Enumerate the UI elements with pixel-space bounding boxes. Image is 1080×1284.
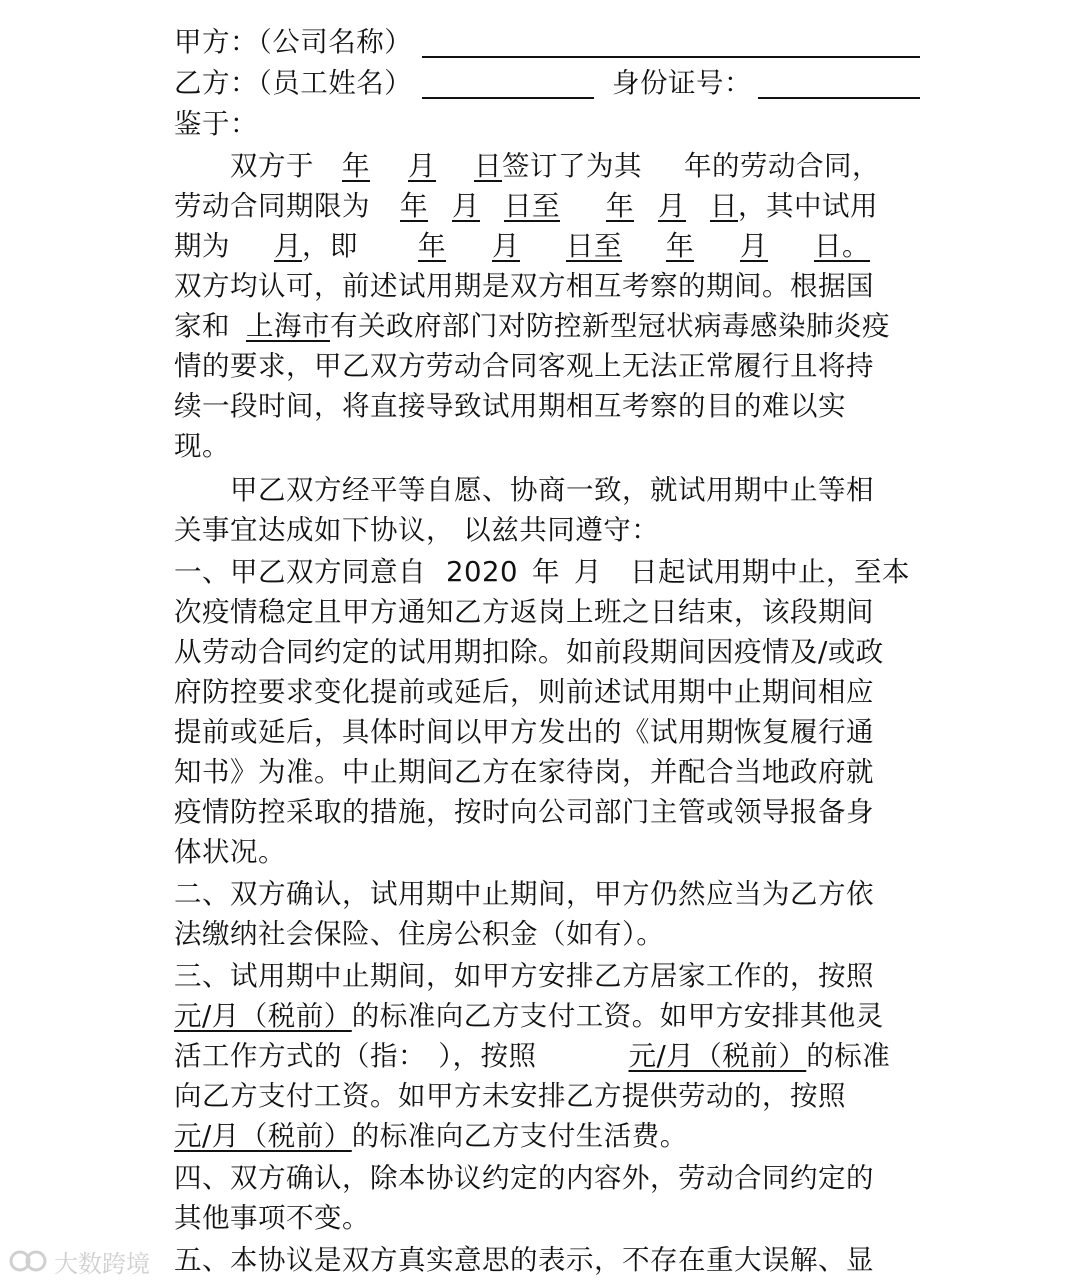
watermark-text: 大数跨境 xyxy=(54,1249,150,1278)
sign-date-blank: 年 月 日 xyxy=(342,150,502,182)
flexible-work-wage-blank: 元/月（税前） xyxy=(628,1040,807,1072)
contract-term-blank: 年 月 日至 年 月 日 xyxy=(400,190,738,222)
id-number-label: 身份证号： xyxy=(612,67,752,99)
party-b-blank xyxy=(422,97,594,99)
agreement-line: 甲乙双方经平等自愿、协商一致，就试用期中止等相 xyxy=(230,474,874,506)
probation-period-blank: 年 月 日至 年 月 日。 xyxy=(418,230,870,262)
home-work-wage-blank xyxy=(874,960,892,992)
clause-1-line: 府防控要求变化提前或延后，则前述试用期中止期间相应 xyxy=(174,676,874,708)
clause-3-line: 元/月（税前）的标准向乙方支付生活费。 xyxy=(174,1120,688,1152)
intro-line: 双方均认可，前述试用期是双方相互考察的期间。根据国 xyxy=(174,270,874,302)
party-b-label: 乙方：（员工姓名） xyxy=(174,67,413,99)
clause-2-line: 法缴纳社会保险、住房公积金（如有）。 xyxy=(174,918,665,950)
probation-months-blank: 月 xyxy=(274,230,302,262)
clause-4-line: 其他事项不变。 xyxy=(174,1202,370,1234)
intro-line: 续一段时间，将直接导致试用期相互考察的目的难以实 xyxy=(174,390,846,422)
agreement-line: 关事宜达成如下协议， 以兹共同遵守： xyxy=(174,514,660,546)
whereas-heading: 鉴于： xyxy=(174,108,258,140)
clause-3-line: 活工作方式的（指： ），按照 元/月（税前）的标准 xyxy=(174,1040,891,1072)
clause-3-line: 元/月（税前）的标准向乙方支付工资。如甲方安排其他灵 xyxy=(174,1000,884,1032)
clause-3-line: 三、试用期中止期间，如甲方安排乙方居家工作的，按照 xyxy=(174,956,892,996)
clause-1-line: 从劳动合同约定的试用期扣除。如前段期间因疫情及/或政 xyxy=(174,636,884,668)
clause-1-line: 一、甲乙双方同意自 2020 年 月 日起试用期中止，至本 xyxy=(174,556,910,588)
intro-line: 双方于 年 月 日签订了为其 年的劳动合同， xyxy=(230,150,880,182)
clause-2-line: 二、双方确认，试用期中止期间，甲方仍然应当为乙方依 xyxy=(174,878,874,910)
clause-1-line: 疫情防控采取的措施，按时向公司部门主管或领导报备身 xyxy=(174,796,874,828)
intro-line: 情的要求，甲乙双方劳动合同客观上无法正常履行且将持 xyxy=(174,350,874,382)
clause-4-line: 四、双方确认，除本协议约定的内容外，劳动合同约定的 xyxy=(174,1162,874,1194)
clause-1-line: 知书》为准。中止期间乙方在家待岗，并配合当地政府就 xyxy=(174,756,874,788)
clause-3-line: 向乙方支付工资。如甲方未安排乙方提供劳动的，按照 xyxy=(174,1076,892,1116)
clause-1-line: 体状况。 xyxy=(174,836,286,868)
home-work-wage-unit: 元/月（税前） xyxy=(174,1000,352,1032)
intro-line: 劳动合同期限为 年 月 日至 年 月 日，其中试用 xyxy=(174,190,878,222)
living-allowance-blank xyxy=(846,1080,892,1112)
id-number-blank xyxy=(758,97,920,99)
living-allowance-unit: 元/月（税前） xyxy=(174,1120,352,1152)
intro-line: 期为 月，即 年 月 日至 年 月 日。 xyxy=(174,230,870,262)
clause-1-line: 提前或延后，具体时间以甲方发出的《试用期恢复履行通 xyxy=(174,716,874,748)
intro-line: 现。 xyxy=(174,430,230,462)
watermark xyxy=(8,1244,150,1278)
city-blank: 上海市 xyxy=(246,310,330,342)
clause-1-line: 次疫情稳定且甲方通知乙方返岗上班之日结束，该段期间 xyxy=(174,596,874,628)
party-a-label: 甲方：（公司名称） xyxy=(174,26,413,58)
clause-5-line: 五、本协议是双方真实意思的表示，不存在重大误解、显 xyxy=(174,1244,874,1276)
watermark-logo-icon xyxy=(8,1248,48,1274)
party-a-blank xyxy=(422,56,920,58)
intro-line: 家和 上海市有关政府部门对防控新型冠状病毒感染肺炎疫 xyxy=(174,310,890,342)
